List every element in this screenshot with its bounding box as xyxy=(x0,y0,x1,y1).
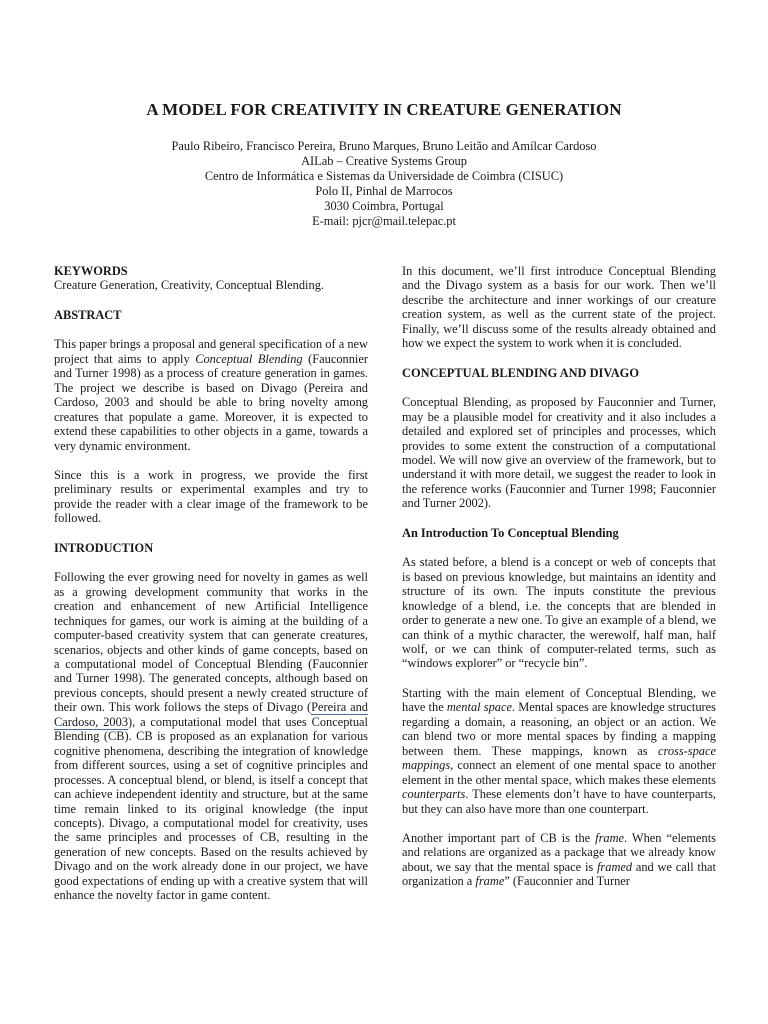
introduction-heading: INTRODUCTION xyxy=(54,540,154,555)
overview-paragraph: In this document, we’ll first introduce Conceptual Blending and the Divago system as a basis for our work. Then we’ll describe the architecture and inner workings of our creature creation system, as well as the current state of the project. Finally, we’ll discuss some of the results already obtained and how we expect the system to work when it is concluded. xyxy=(402,264,716,351)
cb-divago-heading: CONCEPTUAL BLENDING AND DIVAGO xyxy=(402,365,639,380)
introduction-paragraph-1: Following the ever growing need for novelty in games as well as a growing development community that works in the creation and enhancement of new Artificial Intelligence techniques for games, our work is aiming at the building of a computer-based creativity system that can generate creatures, scenarios, objects and other kinds of game concepts, based on a computational model of Conceptual Blending (Fauconnier and Turner 1998). The generated concepts, although based on previous concepts, should present a newly created structure of their own. This work follows the steps of Divago (Pereira and Cardoso, 2003), a computational model that uses Conceptual Blending (CB). CB is proposed as an explanation for various cognitive phenomena, describing the integration of knowledge from different sources, using a set of cognitive principles and processes. A conceptual blend, or blend, is itself a concept that can achieve independent identity and structure, but at the same time remain linked to its original knowledge (the input concepts). Divago, a computational model for creativity, uses the same principles and processes of CB, resulting in the generation of new concepts. Based on the results achieved by Divago and on the work already done in our project, we have good expectations of ending up with a creative system that will enhance the novelty factor in game content. xyxy=(54,570,369,903)
author-lab: AILab – Creative Systems Group xyxy=(301,154,467,168)
right-column xyxy=(402,264,716,904)
author-email: E-mail: pjcr@mail.telepac.pt xyxy=(312,214,456,228)
emphasis-cross-space-mappings: cross-space mappings xyxy=(402,743,716,773)
author-address-line2: 3030 Coimbra, Portugal xyxy=(324,199,444,213)
keywords-heading: KEYWORDS xyxy=(54,264,128,278)
cb-intro-paragraph-3: Another important part of CB is the frame. When “elements and relations are organized as a package that we already know about, we say that the mental space is framed and we call that organization a frame” (Fauconnier and Turner xyxy=(402,830,716,889)
abstract-paragraph-1: This paper brings a proposal and general specification of a new project that aims to apply Conceptual Blending (Fauconnier and Turner 1998) as a process of creature generation in games. The project we describe is based on Divago (Pereira and Cardoso, 2003 and should be able to bring novelty among creatures that populate a game. Moreover, it is expected to extend these capabilities to other objects in a game, towards a very dynamic environment. xyxy=(54,337,368,453)
cb-intro-paragraph-2: Starting with the main element of Conceptual Blending, we have the mental space. Mental spaces are knowledge structures regarding a domain, a reasoning, an object or an action. We can blend two or more mental spaces by finding a mapping between them. These mappings, known as cross-space mappings, connect an element of one mental space to another element in the other mental space, which makes these elements counterparts. These elements don’t have to have counterparts, but they can also have more than one counterpart. xyxy=(402,685,716,816)
author-names: Paulo Ribeiro, Francisco Pereira, Bruno Marques, Bruno Leitão and Amílcar Cardoso xyxy=(171,139,597,153)
author-address-line1: Polo II, Pinhal de Marrocos xyxy=(315,184,453,198)
left-column xyxy=(54,264,368,918)
emphasis-frame: frame xyxy=(595,830,625,845)
abstract-paragraph-2: Since this is a work in progress, we provide the first preliminary results or experimental examples and try to provide the reader with a clear image of the framework to be followed. xyxy=(54,467,368,526)
emphasis-mental-space: mental space xyxy=(446,700,512,715)
keywords-text: Creature Generation, Creativity, Conceptual Blending. xyxy=(54,278,324,293)
emphasis-counterparts: counterparts xyxy=(402,787,466,802)
emphasis-frame-2: frame xyxy=(475,874,505,889)
citation-link-pereira-cardoso[interactable]: Pereira and Cardoso, 2003 xyxy=(54,700,368,729)
cb-intro-paragraph-1: As stated before, a blend is a concept or web of concepts that is based on previous knowledge, but maintains an identity and structure of its own. The inputs constitute the previous knowledge of a blend, i.e. the concepts that are blended in order to generate a new one. To give an example of a blend, we can think of a mythic character, the werewolf, half man, half wolf, or we can think of computer-related terms, such as “windows explorer” or “recycle bin”. xyxy=(402,555,716,671)
paper-title: A MODEL FOR CREATIVITY IN CREATURE GENERATION xyxy=(146,100,622,119)
author-block xyxy=(0,139,768,229)
emphasis-framed: framed xyxy=(596,859,633,874)
cb-intro-subheading: An Introduction To Conceptual Blending xyxy=(402,525,619,540)
abstract-heading: ABSTRACT xyxy=(54,307,122,322)
emphasis-conceptual-blending: Conceptual Blending xyxy=(195,351,303,366)
cb-paragraph-1: Conceptual Blending, as proposed by Fauconnier and Turner, may be a plausible model for creativity and it also includes a detailed and explored set of principles and processes, which provides to some extent the construction of a computational model. We will now give an overview of the framework, but to understand it with more detail, we suggest the reader to look in the reference works (Fauconnier and Turner 1998; Fauconnier and Turner 2002). xyxy=(402,395,716,511)
author-institution: Centro de Informática e Sistemas da Universidade de Coimbra (CISUC) xyxy=(204,169,564,183)
